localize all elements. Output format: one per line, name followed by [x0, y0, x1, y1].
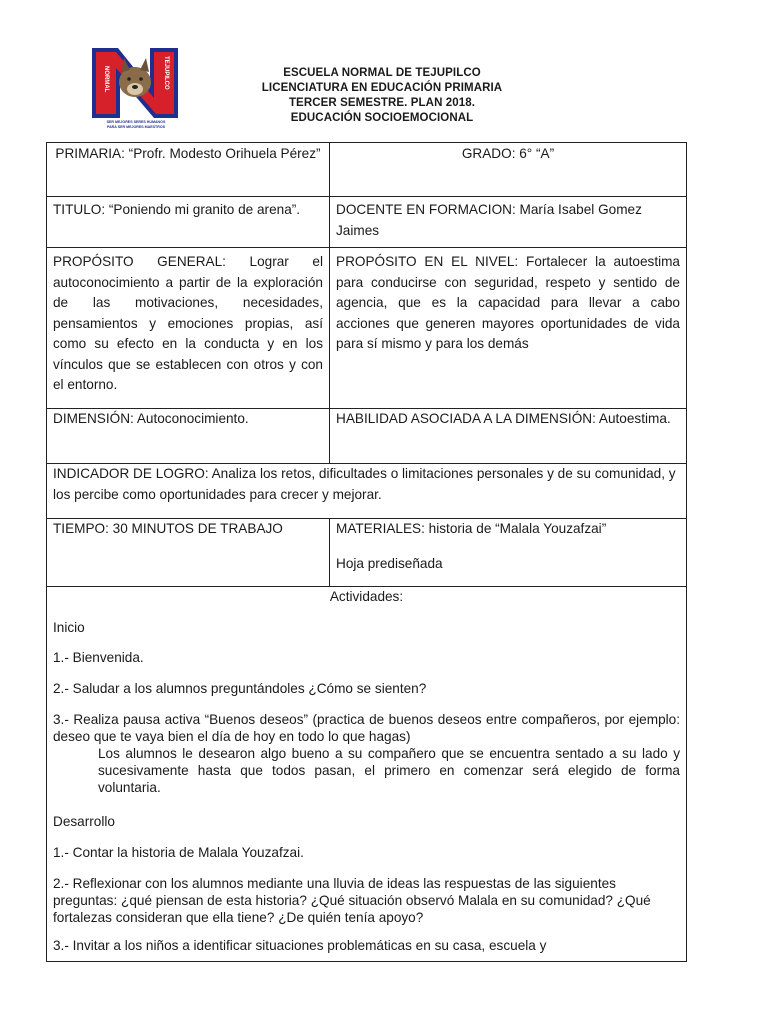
lesson-plan-table [46, 142, 687, 962]
desarrollo-step-1: 1.- Contar la historia de Malala Youzafzai. [53, 844, 304, 860]
materiales-cell [330, 519, 686, 586]
materiales-line-2: Hoja prediseñada [336, 555, 443, 571]
svg-text:NORMAL: NORMAL [103, 66, 109, 93]
table-row [47, 409, 686, 464]
table-row [47, 464, 686, 519]
table-row [47, 143, 686, 197]
grado-cell: GRADO: 6° “A” [461, 146, 555, 161]
inicio-step-3-note: Los alumnos le desearon algo bueno a su compañero que se encuentra sentado a su lado y sucesivamente hasta que todos pasan, el primero en comenzar será elegido de forma voluntaria. [98, 746, 680, 795]
habilidad-cell: HABILIDAD ASOCIADA A LA DIMENSIÓN: Autoestima. [336, 411, 671, 426]
inicio-step-2: 2.- Saludar a los alumnos preguntándoles ¿Cómo se sienten? [53, 680, 427, 696]
table-row [47, 248, 686, 409]
svg-text:TEJUPILCO: TEJUPILCO [163, 56, 169, 90]
proposito-general-cell: PROPÓSITO GENERAL: Lograr el autoconocimiento a partir de la exploración de las motivaciones, necesidades, pensamientos y emociones propias, así como su efecto en la conducta y en los vínculos que se establecen con otros y con el entorno. [47, 248, 330, 408]
desarrollo-step-3: 3.- Invitar a los niños a identificar situaciones problemáticas en su casa, escuela y [53, 938, 547, 953]
document-header [232, 66, 532, 126]
svg-text:SER MEJORES SERES HUMANOS: SER MEJORES SERES HUMANOS [106, 120, 166, 124]
table-row [47, 519, 686, 587]
inicio-step-1: 1.- Bienvenida. [53, 650, 144, 665]
inicio-heading: Inicio [53, 619, 85, 635]
actividades-section [47, 587, 686, 957]
actividades-title: Actividades: [329, 589, 404, 604]
inicio-step-3: 3.- Realiza pausa activa “Buenos deseos” (practica de buenos deseos entre compañeros, por ejemplo: deseo que te vaya bien el día de hoy en todo lo que hagas) [53, 712, 680, 744]
tiempo-cell: TIEMPO: 30 MINUTOS DE TRABAJO [47, 519, 330, 586]
school-name: ESCUELA NORMAL DE TEJUPILCO [283, 67, 481, 79]
degree-name: LICENCIATURA EN EDUCACIÓN PRIMARIA [261, 82, 503, 94]
dimension-cell: DIMENSIÓN: Autoconocimiento. [47, 409, 330, 463]
materiales-line-1: MATERIALES: historia de “Malala Youzafzai” [336, 521, 607, 536]
desarrollo-heading: Desarrollo [53, 814, 115, 829]
primaria-cell: PRIMARIA: “Profr. Modesto Orihuela Pérez” [47, 143, 330, 196]
docente-cell: DOCENTE EN FORMACION: María Isabel Gomez Jaimes [336, 202, 642, 238]
proposito-nivel-cell: PROPÓSITO EN EL NIVEL: Fortalecer la autoestima para conducirse con seguridad, respeto y sentido de agencia, que es la capacidad para llevar a cabo acciones que generen mayores oportunidades de vida para sí mismo y para los demás [336, 254, 680, 351]
semester-plan: TERCER SEMESTRE. PLAN 2018. [288, 97, 476, 109]
school-crest-icon [88, 44, 184, 130]
desarrollo-step-2: 2.- Reflexionar con los alumnos mediante una lluvia de ideas las respuestas de las siguientes preguntas: ¿qué piensan de esta historia? ¿Qué situación observó Malala en su comunidad? ¿Qué fortalezas consideran que ella tiene? ¿De quién tenía apoyo? [53, 876, 651, 925]
school-logo [88, 44, 184, 130]
svg-text:PARA SER MEJORES MAESTROS: PARA SER MEJORES MAESTROS [106, 125, 166, 129]
course-name: EDUCACIÓN SOCIOEMOCIONAL [290, 112, 474, 124]
table-row [47, 197, 686, 248]
titulo-cell: TITULO: “Poniendo mi granito de arena”. [47, 197, 330, 247]
indicador-cell: INDICADOR DE LOGRO: Analiza los retos, dificultades o limitaciones personales y de su comunidad, y los percibe como oportunidades para crecer y mejorar. [53, 466, 676, 502]
